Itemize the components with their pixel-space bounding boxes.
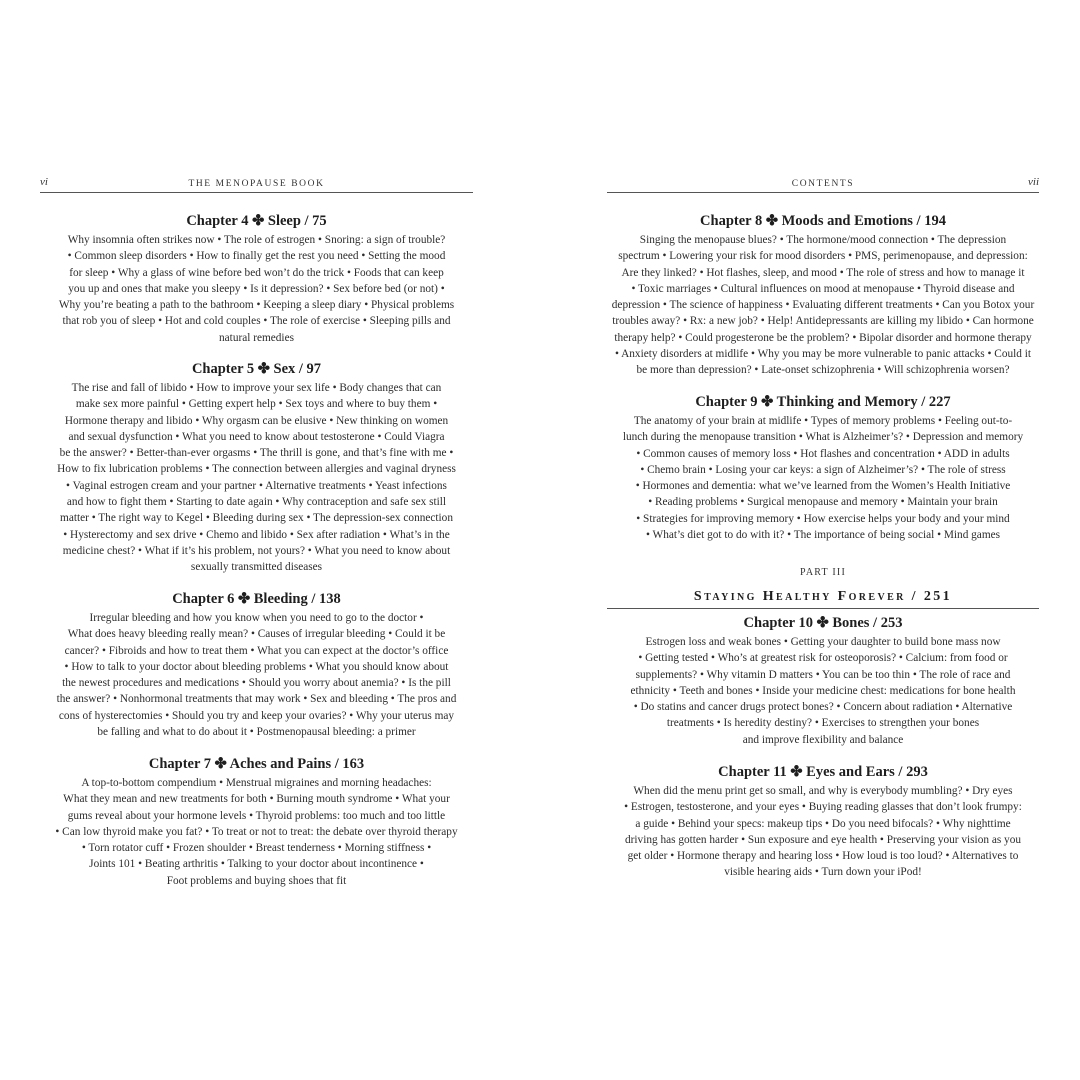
topic-line: • Strategies for improving memory • How exercise helps your body and your mind: [636, 512, 1010, 525]
chapter-title: Chapter 7 ✤ Aches and Pains / 163: [148, 756, 365, 772]
chapter-title: Chapter 8 ✤ Moods and Emotions / 194: [700, 213, 946, 229]
topic-line: • Toxic marriages • Cultural influences on mood at menopause • Thyroid disease and: [631, 282, 1015, 295]
topic-line: Why insomnia often strikes now • The role of estrogen • Snoring: a sign of trouble?: [67, 234, 446, 246]
folio-left: vi: [40, 176, 48, 188]
topic-line: • Reading problems • Surgical menopause and memory • Maintain your brain: [648, 496, 998, 509]
topic-line: and sexual dysfunction • What you need to know about testosterone • Could Viagra: [68, 430, 445, 443]
part-heading: [607, 567, 1039, 609]
chapter-title: Chapter 11 ✤ Eyes and Ears / 293: [718, 764, 928, 780]
chapter-5-entry: [40, 360, 473, 576]
topic-line: Irregular bleeding and how you know when you need to go to the doctor •: [89, 612, 424, 624]
topic-line: What does heavy bleeding really mean? • Causes of irregular bleeding • Could it be: [67, 628, 446, 641]
topic-line: lunch during the menopause transition • What is Alzheimer’s? • Depression and memory: [622, 431, 1024, 444]
topic-line: Why you’re beating a path to the bathroom • Keeping a sleep diary • Physical problems: [58, 299, 455, 312]
chapter-title: Chapter 9 ✤ Thinking and Memory / 227: [695, 394, 951, 410]
chapter-topics: [607, 232, 1039, 379]
topic-line: • Vaginal estrogen cream and your partner • Alternative treatments • Yeast infections: [66, 479, 447, 492]
chapter-8-entry: [607, 212, 1039, 379]
topic-line: • What’s diet got to do with it? • The importance of being social • Mind games: [645, 529, 1001, 542]
topic-line: cons of hysterectomies • Should you try and keep your ovaries? • Why your uterus may: [58, 709, 455, 722]
chapter-9-entry: [607, 393, 1039, 543]
chapter-topics: [40, 610, 473, 740]
topic-line: and improve flexibility and balance: [742, 733, 904, 746]
topic-line: get older • Hormone therapy and hearing loss • How loud is too loud? • Alternatives to: [627, 850, 1019, 863]
topic-line: visible hearing aids • Turn down your iPod!: [724, 866, 922, 879]
topic-line: be the answer? • Better-than-ever orgasms • The thrill is gone, and that’s fine with me •: [59, 447, 454, 460]
chapter-title: Chapter 4 ✤ Sleep / 75: [186, 213, 327, 229]
topic-line: matter • The right way to Kegel • Bleeding during sex • The depression-sex connection: [60, 512, 453, 525]
topic-line: • Hysterectomy and sex drive • Chemo and libido • Sex after radiation • What’s in the: [63, 528, 450, 541]
chapter-topics: [607, 783, 1039, 881]
topic-line: Joints 101 • Beating arthritis • Talking to your doctor about incontinence •: [89, 858, 424, 871]
topic-line: Hormone therapy and libido • Why orgasm can be elusive • New thinking on women: [64, 414, 449, 427]
topic-line: The rise and fall of libido • How to improve your sex life • Body changes that can: [71, 382, 442, 394]
topic-line: and how to fight them • Starting to date again • Why contraception and safe sex still: [66, 496, 447, 509]
topic-line: spectrum • Lowering your risk for mood disorders • PMS, perimenopause, and depression:: [618, 250, 1028, 263]
chapter-topics: [40, 775, 473, 889]
topic-line: • Getting tested • Who’s at greatest risk for osteoporosis? • Calcium: from food or: [638, 652, 1008, 665]
running-head-right: [607, 176, 1039, 193]
topic-line: sexually transmitted diseases: [190, 561, 323, 574]
running-title-left: THE MENOPAUSE BOOK: [188, 179, 325, 189]
chapter-7-entry: [40, 755, 473, 889]
topic-line: • Chemo brain • Losing your car keys: a sign of Alzheimer’s? • The role of stress: [640, 463, 1006, 476]
chapter-topics: [40, 232, 473, 346]
chapter-topics: [607, 634, 1039, 748]
folio-right: vii: [1028, 176, 1039, 188]
chapter-title: Chapter 10 ✤ Bones / 253: [743, 615, 903, 631]
topic-line: treatments • Is heredity destiny? • Exercises to strengthen your bones: [666, 717, 980, 730]
topic-line: be falling and what to do about it • Postmenopausal bleeding: a primer: [97, 726, 416, 739]
topic-line: be more than depression? • Late-onset schizophrenia • Will schizophrenia worsen?: [636, 364, 1010, 377]
topic-line: supplements? • Why vitamin D matters • You can be too thin • The role of race and: [635, 668, 1011, 681]
topic-line: When did the menu print get so small, and why is everybody mumbling? • Dry eyes: [633, 785, 1013, 797]
topic-line: a guide • Behind your specs: makeup tips • Do you need bifocals? • Why nighttime: [635, 817, 1011, 830]
topic-line: depression • The science of happiness • Evaluating different treatments • Can you Botox your: [611, 299, 1035, 312]
chapter-11-entry: [607, 763, 1039, 881]
topic-line: • Common sleep disorders • How to finally get the rest you need • Setting the mood: [67, 250, 446, 263]
topic-line: Are they linked? • Hot flashes, sleep, and mood • The role of stress and how to manage it: [621, 266, 1025, 279]
topic-line: therapy help? • Could progesterone be the problem? • Bipolar disorder and hormone therapy: [614, 331, 1032, 344]
chapter-topics: [607, 413, 1039, 543]
topic-line: natural remedies: [219, 331, 294, 344]
chapter-title: Chapter 5 ✤ Sex / 97: [191, 361, 322, 377]
running-head-left: [40, 176, 473, 193]
topic-line: • Hormones and dementia: what we’ve learned from the Women’s Health Initiative: [635, 480, 1011, 493]
topic-line: the answer? • Nonhormonal treatments that may work • Sex and bleeding • The pros and: [56, 693, 457, 706]
topic-line: • Can low thyroid make you fat? • To treat or not to treat: the debate over thyroid therapy: [55, 825, 458, 838]
part-label: PART III: [800, 567, 846, 578]
topic-line: that rob you of sleep • Hot and cold couples • The role of exercise • Sleeping pills and: [62, 315, 451, 328]
topic-line: the newest procedures and medications • Should you worry about anemia? • Is the pill: [62, 677, 451, 690]
chapter-10-entry: [607, 614, 1039, 748]
running-title-right: CONTENTS: [791, 179, 855, 189]
topic-line: cancer? • Fibroids and how to treat them • What you can expect at the doctor’s office: [64, 644, 449, 657]
chapter-topics: [40, 380, 473, 576]
topic-line: • How to talk to your doctor about bleeding problems • What you should know about: [64, 660, 449, 673]
topic-line: for sleep • Why a glass of wine before bed won’t do the trick • Foods that can keep: [69, 266, 444, 279]
topic-line: • Do statins and cancer drugs protect bones? • Concern about radiation • Alternative: [633, 701, 1013, 714]
chapter-6-entry: [40, 590, 473, 740]
topic-line: gums reveal about your hormone levels • Thyroid problems: too much and too little: [67, 809, 446, 822]
topic-line: medicine chest? • What if it’s his problem, not yours? • What you need to know about: [62, 544, 451, 557]
topic-line: you up and ones that make you sleepy • Is it depression? • Sex before bed (or not) •: [68, 282, 445, 295]
topic-line: What they mean and new treatments for both • Burning mouth syndrome • What your: [63, 793, 450, 806]
topic-line: Singing the menopause blues? • The hormone/mood connection • The depression: [639, 234, 1007, 246]
topic-line: troubles away? • Rx: a new job? • Help! Antidepressants are killing my libido • Can hormone: [612, 315, 1034, 328]
chapter-4-entry: [40, 212, 473, 346]
part-title: Staying Healthy Forever / 251: [607, 588, 1039, 609]
topic-line: Foot problems and buying shoes that fit: [166, 874, 347, 887]
topic-line: How to fix lubrication problems • The connection between allergies and vaginal dryness: [57, 463, 456, 476]
topic-line: driving has gotten harder • Sun exposure and eye health • Preserving your vision as you: [625, 833, 1021, 846]
topic-line: ethnicity • Teeth and bones • Inside your medicine chest: medications for bone health: [630, 684, 1016, 697]
topic-line: • Anxiety disorders at midlife • Why you may be more vulnerable to panic attacks • Could it: [614, 348, 1032, 361]
topic-line: The anatomy of your brain at midlife • Types of memory problems • Feeling out-to-: [633, 415, 1013, 427]
topic-line: Estrogen loss and weak bones • Getting your daughter to build bone mass now: [645, 636, 1001, 648]
topic-line: • Torn rotator cuff • Frozen shoulder • Breast tenderness • Morning stiffness •: [81, 842, 432, 855]
topic-line: A top-to-bottom compendium • Menstrual migraines and morning headaches:: [81, 777, 432, 789]
topic-line: • Estrogen, testosterone, and your eyes • Buying reading glasses that don’t look frumpy:: [624, 801, 1022, 814]
chapter-title: Chapter 6 ✤ Bleeding / 138: [172, 591, 341, 607]
topic-line: make sex more painful • Getting expert help • Sex toys and where to buy them •: [75, 398, 438, 411]
topic-line: • Common causes of memory loss • Hot flashes and concentration • ADD in adults: [636, 447, 1010, 460]
